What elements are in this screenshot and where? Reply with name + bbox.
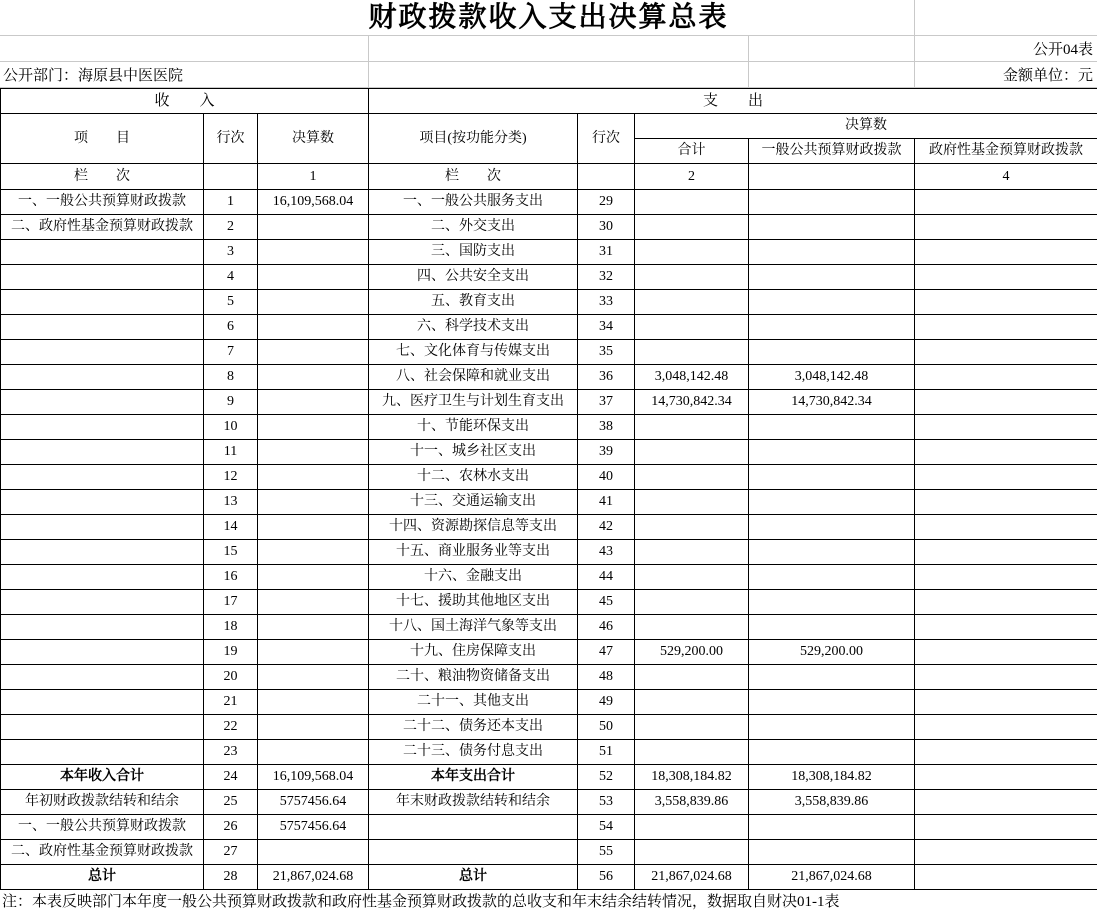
expense-item-cell: 二十、粮油物资储备支出: [369, 665, 578, 690]
expense-total-cell: [635, 565, 749, 590]
expense-item-cell: 十九、住房保障支出: [369, 640, 578, 665]
expense-item-cell: 十五、商业服务业等支出: [369, 540, 578, 565]
income-item-cell: [1, 415, 204, 440]
expense-total-index: 2: [635, 164, 749, 190]
page-title: 财政拨款收入支出决算总表: [368, 1, 729, 33]
expense-line-cell: 54: [578, 815, 635, 840]
income-item-cell: [1, 340, 204, 365]
income-amount-cell: [258, 315, 369, 340]
expense-item-cell: 十四、资源勘探信息等支出: [369, 515, 578, 540]
income-line-cell: 1: [204, 190, 258, 215]
expense-column-index-label: 栏 次: [369, 164, 578, 190]
expense-fund-cell: [915, 565, 1097, 590]
income-line-cell: 26: [204, 815, 258, 840]
income-amount-cell: [258, 590, 369, 615]
income-amount-cell: [258, 240, 369, 265]
title-row: [0, 0, 1097, 36]
income-item-cell: [1, 515, 204, 540]
table-row: [1, 590, 1097, 615]
table-row: [1, 865, 1097, 890]
expense-general-cell: [749, 815, 915, 840]
expense-fund-cell: [915, 340, 1097, 365]
income-item-cell: 年初财政拨款结转和结余: [1, 790, 204, 815]
expense-total-cell: [635, 840, 749, 865]
expense-general-cell: [749, 665, 915, 690]
expense-general-cell: [749, 190, 915, 215]
income-item-cell: [1, 615, 204, 640]
expense-total-cell: [635, 815, 749, 840]
income-amount-cell: 5757456.64: [258, 815, 369, 840]
expense-item-cell: [369, 815, 578, 840]
expense-item-header: 项目(按功能分类): [369, 114, 578, 164]
table-row: [1, 390, 1097, 415]
expense-fund-cell: [915, 790, 1097, 815]
income-item-cell: 总计: [1, 865, 204, 890]
expense-general-cell: [749, 715, 915, 740]
expense-total-cell: [635, 215, 749, 240]
income-item-cell: [1, 715, 204, 740]
table-row: [1, 215, 1097, 240]
income-amount-cell: 5757456.64: [258, 790, 369, 815]
expense-general-cell: [749, 240, 915, 265]
expense-total-cell: [635, 715, 749, 740]
expense-fund-cell: [915, 865, 1097, 890]
expense-line-cell: 34: [578, 315, 635, 340]
income-line-cell: 8: [204, 365, 258, 390]
income-amount-cell: [258, 540, 369, 565]
expense-line-cell: 51: [578, 740, 635, 765]
empty-cell: [204, 164, 258, 190]
expense-item-cell: 本年支出合计: [369, 765, 578, 790]
empty-grid-cell: [748, 62, 914, 87]
table-row: [1, 465, 1097, 490]
expense-general-cell: [749, 265, 915, 290]
table-code: 公开04表: [914, 36, 1097, 61]
expense-total-cell: [635, 740, 749, 765]
income-item-cell: [1, 240, 204, 265]
expense-general-cell: 21,867,024.68: [749, 865, 915, 890]
income-amount-cell: [258, 490, 369, 515]
expense-item-cell: 八、社会保障和就业支出: [369, 365, 578, 390]
income-amount-cell: [258, 715, 369, 740]
expense-total-cell: 18,308,184.82: [635, 765, 749, 790]
expense-fund-cell: [915, 740, 1097, 765]
expense-general-cell: [749, 465, 915, 490]
expense-section-header: 支 出: [369, 89, 1097, 114]
expense-fund-cell: [915, 840, 1097, 865]
table-row: [1, 640, 1097, 665]
income-section-header: 收 入: [1, 89, 369, 114]
expense-fund-cell: [915, 665, 1097, 690]
income-amount-cell: [258, 215, 369, 240]
expense-fund-cell: [915, 390, 1097, 415]
expense-item-cell: 十一、城乡社区支出: [369, 440, 578, 465]
expense-item-cell: 总计: [369, 865, 578, 890]
expense-general-cell: [749, 415, 915, 440]
table-row: [1, 615, 1097, 640]
expense-fund-cell: [915, 765, 1097, 790]
expense-item-cell: 三、国防支出: [369, 240, 578, 265]
expense-item-cell: 五、教育支出: [369, 290, 578, 315]
income-line-cell: 27: [204, 840, 258, 865]
expense-general-cell: 18,308,184.82: [749, 765, 915, 790]
income-column-index-label: 栏 次: [1, 164, 204, 190]
table-row: [1, 240, 1097, 265]
empty-grid-cell: [0, 36, 368, 61]
expense-total-cell: 3,558,839.86: [635, 790, 749, 815]
income-amount-header: 决算数: [258, 114, 369, 164]
expense-total-cell: [635, 540, 749, 565]
expense-fund-cell: [915, 690, 1097, 715]
income-item-header: 项 目: [1, 114, 204, 164]
expense-total-cell: [635, 440, 749, 465]
table-row: [1, 765, 1097, 790]
expense-fund-cell: [915, 515, 1097, 540]
expense-line-cell: 55: [578, 840, 635, 865]
income-line-cell: 21: [204, 690, 258, 715]
income-line-cell: 17: [204, 590, 258, 615]
expense-item-cell: 十、节能环保支出: [369, 415, 578, 440]
income-item-cell: [1, 365, 204, 390]
expense-line-cell: 45: [578, 590, 635, 615]
expense-line-cell: 52: [578, 765, 635, 790]
expense-item-cell: 二十二、债务还本支出: [369, 715, 578, 740]
expense-item-cell: 十八、国土海洋气象等支出: [369, 615, 578, 640]
expense-fund-index: 4: [915, 164, 1097, 190]
income-item-cell: [1, 390, 204, 415]
table-row: [1, 440, 1097, 465]
income-line-cell: 11: [204, 440, 258, 465]
expense-item-cell: 二、外交支出: [369, 215, 578, 240]
table-row: [1, 665, 1097, 690]
footnote: 注：本表反映部门本年度一般公共预算财政拨款和政府性基金预算财政拨款的总收支和年末结余结转情况，数据取自财决01-1表: [0, 890, 1097, 914]
expense-fund-cell: [915, 440, 1097, 465]
income-line-cell: 2: [204, 215, 258, 240]
table-row: [1, 190, 1097, 215]
expense-total-cell: [635, 665, 749, 690]
income-item-cell: 本年收入合计: [1, 765, 204, 790]
income-item-cell: 二、政府性基金预算财政拨款: [1, 215, 204, 240]
income-line-cell: 23: [204, 740, 258, 765]
income-amount-cell: 16,109,568.04: [258, 765, 369, 790]
income-item-cell: 一、一般公共预算财政拨款: [1, 815, 204, 840]
income-line-cell: 10: [204, 415, 258, 440]
expense-line-cell: 44: [578, 565, 635, 590]
expense-fund-cell: [915, 265, 1097, 290]
expense-general-budget-header: 一般公共预算财政拨款: [749, 139, 915, 164]
table-code-row: [0, 36, 1097, 62]
income-item-cell: [1, 565, 204, 590]
expense-general-cell: 3,558,839.86: [749, 790, 915, 815]
expense-line-cell: 31: [578, 240, 635, 265]
expense-general-cell: [749, 290, 915, 315]
income-item-cell: 一、一般公共预算财政拨款: [1, 190, 204, 215]
expense-amount-header: 决算数: [635, 114, 1097, 139]
expense-line-cell: 30: [578, 215, 635, 240]
income-amount-cell: [258, 265, 369, 290]
table-row: [1, 290, 1097, 315]
table-row: [1, 315, 1097, 340]
expense-line-cell: 32: [578, 265, 635, 290]
expense-total-cell: [635, 590, 749, 615]
expense-line-cell: 56: [578, 865, 635, 890]
expense-line-cell: 42: [578, 515, 635, 540]
expense-item-cell: 二十一、其他支出: [369, 690, 578, 715]
expense-total-cell: [635, 340, 749, 365]
empty-cell: [578, 164, 635, 190]
expense-general-cell: [749, 615, 915, 640]
expense-fund-cell: [915, 465, 1097, 490]
expense-item-cell: 四、公共安全支出: [369, 265, 578, 290]
income-item-cell: [1, 315, 204, 340]
income-line-cell: 12: [204, 465, 258, 490]
income-line-cell: 14: [204, 515, 258, 540]
income-amount-cell: [258, 290, 369, 315]
income-line-cell: 25: [204, 790, 258, 815]
expense-total-cell: [635, 315, 749, 340]
expense-fund-cell: [915, 315, 1097, 340]
section-header-row: [1, 89, 1097, 114]
income-item-cell: [1, 490, 204, 515]
income-amount-cell: [258, 615, 369, 640]
expense-general-cell: [749, 740, 915, 765]
income-amount-cell: [258, 465, 369, 490]
income-line-cell: 28: [204, 865, 258, 890]
income-amount-cell: [258, 840, 369, 865]
expense-general-cell: [749, 440, 915, 465]
income-amount-cell: [258, 740, 369, 765]
income-amount-cell: [258, 665, 369, 690]
expense-total-cell: 3,048,142.48: [635, 365, 749, 390]
expense-general-cell: 529,200.00: [749, 640, 915, 665]
expense-general-cell: [749, 340, 915, 365]
expense-item-cell: [369, 840, 578, 865]
expense-fund-cell: [915, 190, 1097, 215]
expense-item-cell: 十三、交通运输支出: [369, 490, 578, 515]
income-amount-cell: [258, 565, 369, 590]
grid-divider: [914, 0, 915, 36]
expense-fund-cell: [915, 415, 1097, 440]
income-line-header: 行次: [204, 114, 258, 164]
expense-fund-cell: [915, 715, 1097, 740]
expense-fund-cell: [915, 365, 1097, 390]
expense-line-cell: 37: [578, 390, 635, 415]
expense-total-cell: [635, 615, 749, 640]
expense-line-cell: 53: [578, 790, 635, 815]
expense-total-cell: [635, 465, 749, 490]
income-amount-cell: [258, 390, 369, 415]
income-item-cell: [1, 290, 204, 315]
table-row: [1, 790, 1097, 815]
expense-gov-fund-header: 政府性基金预算财政拨款: [915, 139, 1097, 164]
expense-item-cell: 年末财政拨款结转和结余: [369, 790, 578, 815]
income-line-cell: 15: [204, 540, 258, 565]
expense-line-cell: 46: [578, 615, 635, 640]
income-item-cell: [1, 590, 204, 615]
income-amount-cell: [258, 340, 369, 365]
expense-general-cell: [749, 690, 915, 715]
table-row: [1, 515, 1097, 540]
income-amount-cell: [258, 415, 369, 440]
expense-line-cell: 39: [578, 440, 635, 465]
income-item-cell: [1, 740, 204, 765]
expense-total-cell: [635, 290, 749, 315]
expense-general-cell: [749, 840, 915, 865]
expense-line-cell: 29: [578, 190, 635, 215]
expense-line-cell: 40: [578, 465, 635, 490]
expense-general-cell: [749, 215, 915, 240]
fiscal-summary-table: [0, 88, 1097, 890]
expense-item-cell: 二十三、债务付息支出: [369, 740, 578, 765]
income-amount-cell: [258, 640, 369, 665]
expense-total-cell: [635, 190, 749, 215]
department-row: [0, 62, 1097, 88]
expense-fund-cell: [915, 590, 1097, 615]
income-line-cell: 7: [204, 340, 258, 365]
income-line-cell: 22: [204, 715, 258, 740]
expense-total-cell: [635, 265, 749, 290]
table-row: [1, 715, 1097, 740]
expense-fund-cell: [915, 540, 1097, 565]
table-row: [1, 340, 1097, 365]
income-item-cell: [1, 465, 204, 490]
table-row: [1, 740, 1097, 765]
income-amount-cell: [258, 365, 369, 390]
department-label: 公开部门：海原县中医医院: [3, 68, 184, 84]
report-header: [0, 0, 1097, 88]
expense-general-cell: [749, 515, 915, 540]
expense-item-cell: 十六、金融支出: [369, 565, 578, 590]
table-row: [1, 840, 1097, 865]
column-header-row: [1, 114, 1097, 139]
expense-total-cell: [635, 490, 749, 515]
expense-fund-cell: [915, 240, 1097, 265]
expense-line-cell: 47: [578, 640, 635, 665]
income-item-cell: [1, 265, 204, 290]
empty-grid-cell: [368, 36, 748, 61]
expense-general-cell: [749, 540, 915, 565]
table-row: [1, 415, 1097, 440]
income-amount-index: 1: [258, 164, 369, 190]
expense-line-cell: 49: [578, 690, 635, 715]
expense-total-header: 合计: [635, 139, 749, 164]
expense-item-cell: 六、科学技术支出: [369, 315, 578, 340]
table-row: [1, 565, 1097, 590]
income-line-cell: 4: [204, 265, 258, 290]
table-row: [1, 490, 1097, 515]
table-row: [1, 365, 1097, 390]
expense-item-cell: 七、文化体育与传媒支出: [369, 340, 578, 365]
income-line-cell: 5: [204, 290, 258, 315]
expense-line-cell: 41: [578, 490, 635, 515]
column-index-row: [1, 164, 1097, 190]
income-amount-cell: [258, 440, 369, 465]
expense-line-header: 行次: [578, 114, 635, 164]
expense-line-cell: 38: [578, 415, 635, 440]
expense-line-cell: 33: [578, 290, 635, 315]
expense-general-cell: [749, 490, 915, 515]
expense-item-cell: 十七、援助其他地区支出: [369, 590, 578, 615]
expense-general-cell: 3,048,142.48: [749, 365, 915, 390]
table-row: [1, 815, 1097, 840]
income-line-cell: 16: [204, 565, 258, 590]
expense-fund-cell: [915, 640, 1097, 665]
expense-item-cell: 一、一般公共服务支出: [369, 190, 578, 215]
expense-line-cell: 43: [578, 540, 635, 565]
income-line-cell: 13: [204, 490, 258, 515]
expense-fund-cell: [915, 615, 1097, 640]
expense-total-cell: [635, 240, 749, 265]
income-line-cell: 9: [204, 390, 258, 415]
income-item-cell: [1, 440, 204, 465]
expense-line-cell: 48: [578, 665, 635, 690]
unit-label: 金额单位：元: [914, 62, 1097, 87]
income-item-cell: [1, 640, 204, 665]
table-row: [1, 540, 1097, 565]
expense-line-cell: 50: [578, 715, 635, 740]
table-row: [1, 265, 1097, 290]
expense-total-cell: [635, 415, 749, 440]
expense-general-cell: [749, 590, 915, 615]
expense-fund-cell: [915, 215, 1097, 240]
income-line-cell: 24: [204, 765, 258, 790]
income-amount-cell: [258, 515, 369, 540]
expense-general-index: [749, 164, 915, 190]
income-line-cell: 6: [204, 315, 258, 340]
expense-fund-cell: [915, 290, 1097, 315]
expense-total-cell: [635, 690, 749, 715]
expense-general-cell: 14,730,842.34: [749, 390, 915, 415]
income-line-cell: 3: [204, 240, 258, 265]
income-line-cell: 18: [204, 615, 258, 640]
expense-total-cell: [635, 515, 749, 540]
empty-grid-cell: [368, 62, 748, 87]
expense-general-cell: [749, 315, 915, 340]
expense-item-cell: 九、医疗卫生与计划生育支出: [369, 390, 578, 415]
expense-total-cell: 21,867,024.68: [635, 865, 749, 890]
income-amount-cell: 21,867,024.68: [258, 865, 369, 890]
empty-grid-cell: [748, 36, 914, 61]
income-line-cell: 19: [204, 640, 258, 665]
income-line-cell: 20: [204, 665, 258, 690]
expense-total-cell: 529,200.00: [635, 640, 749, 665]
expense-general-cell: [749, 565, 915, 590]
expense-fund-cell: [915, 490, 1097, 515]
income-amount-cell: 16,109,568.04: [258, 190, 369, 215]
expense-item-cell: 十二、农林水支出: [369, 465, 578, 490]
income-item-cell: [1, 690, 204, 715]
income-amount-cell: [258, 690, 369, 715]
income-item-cell: [1, 665, 204, 690]
expense-line-cell: 35: [578, 340, 635, 365]
income-item-cell: 二、政府性基金预算财政拨款: [1, 840, 204, 865]
income-item-cell: [1, 540, 204, 565]
expense-total-cell: 14,730,842.34: [635, 390, 749, 415]
expense-fund-cell: [915, 815, 1097, 840]
table-row: [1, 690, 1097, 715]
expense-line-cell: 36: [578, 365, 635, 390]
